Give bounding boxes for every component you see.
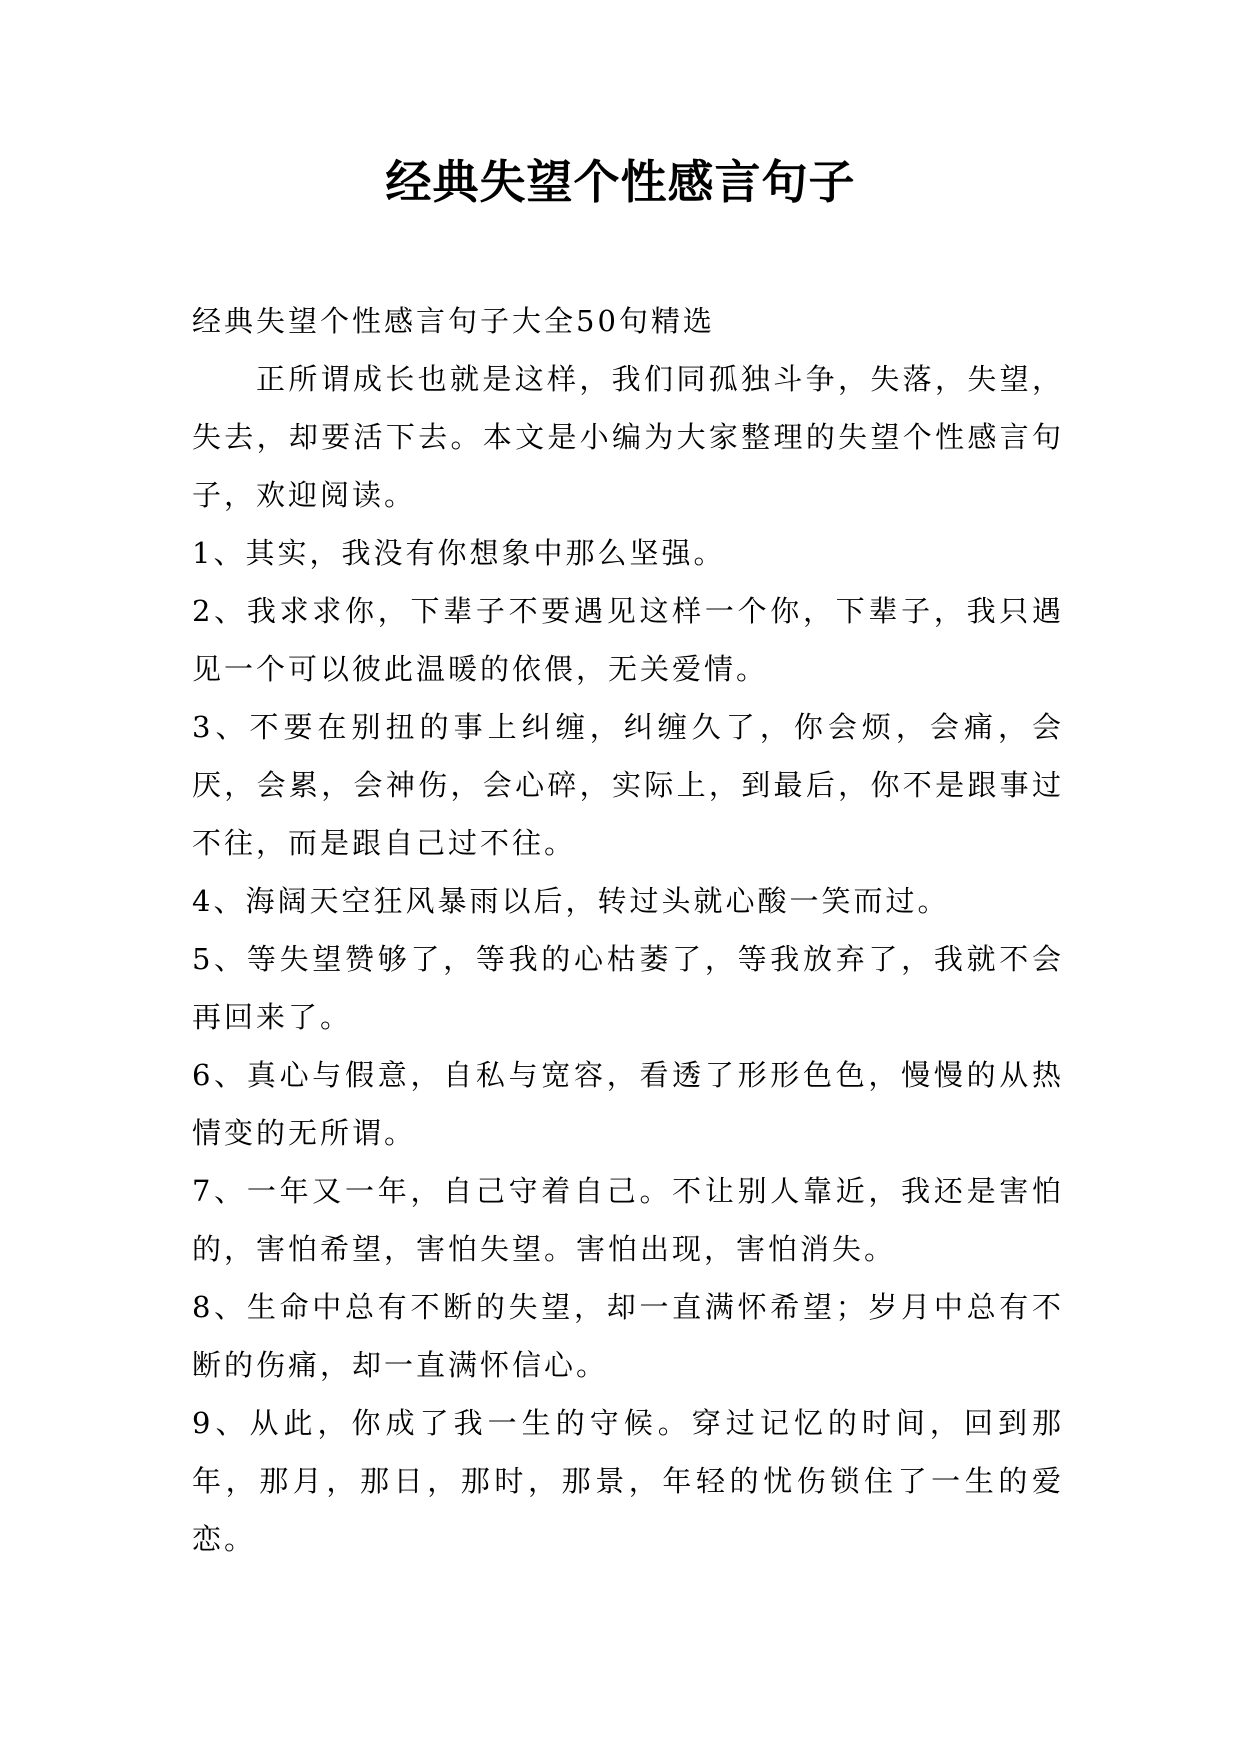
intro-paragraph: 正所谓成长也就是这样，我们同孤独斗争，失落，失望，失去，却要活下去。本文是小编为大家整理的失望个性感言句子，欢迎阅读。 <box>192 362 1064 512</box>
document-title: 经典失望个性感言句子 <box>385 155 856 209</box>
subtitle-line: 经典失望个性感言句子大全50句精选 <box>192 304 715 338</box>
quote-item: 6、真心与假意，自私与宽容，看透了形形色色，慢慢的从热情变的无所谓。 <box>192 1058 1064 1150</box>
quote-item: 8、生命中总有不断的失望，却一直满怀希望；岁月中总有不断的伤痛，却一直满怀信心。 <box>192 1290 1064 1382</box>
quote-item: 7、一年又一年，自己守着自己。不让别人靠近，我还是害怕的，害怕希望，害怕失望。害怕出现，害怕消失。 <box>192 1174 1064 1266</box>
quote-item: 3、不要在别扭的事上纠缠，纠缠久了，你会烦，会痛，会厌，会累，会神伤，会心碎，实际上，到最后，你不是跟事过不往，而是跟自己过不往。 <box>192 710 1064 860</box>
document-body <box>192 292 1064 1568</box>
quote-item: 5、等失望赞够了，等我的心枯萎了，等我放弃了，我就不会再回来了。 <box>192 942 1064 1034</box>
quote-item: 1、其实，我没有你想象中那么坚强。 <box>192 536 726 570</box>
quote-item: 4、海阔天空狂风暴雨以后，转过头就心酸一笑而过。 <box>192 884 950 918</box>
quote-item: 2、我求求你，下辈子不要遇见这样一个你，下辈子，我只遇见一个可以彼此温暖的依偎，无关爱情。 <box>192 594 1064 686</box>
quote-item: 9、从此，你成了我一生的守候。穿过记忆的时间，回到那年，那月，那日，那时，那景，年轻的忧伤锁住了一生的爱恋。 <box>192 1406 1064 1556</box>
